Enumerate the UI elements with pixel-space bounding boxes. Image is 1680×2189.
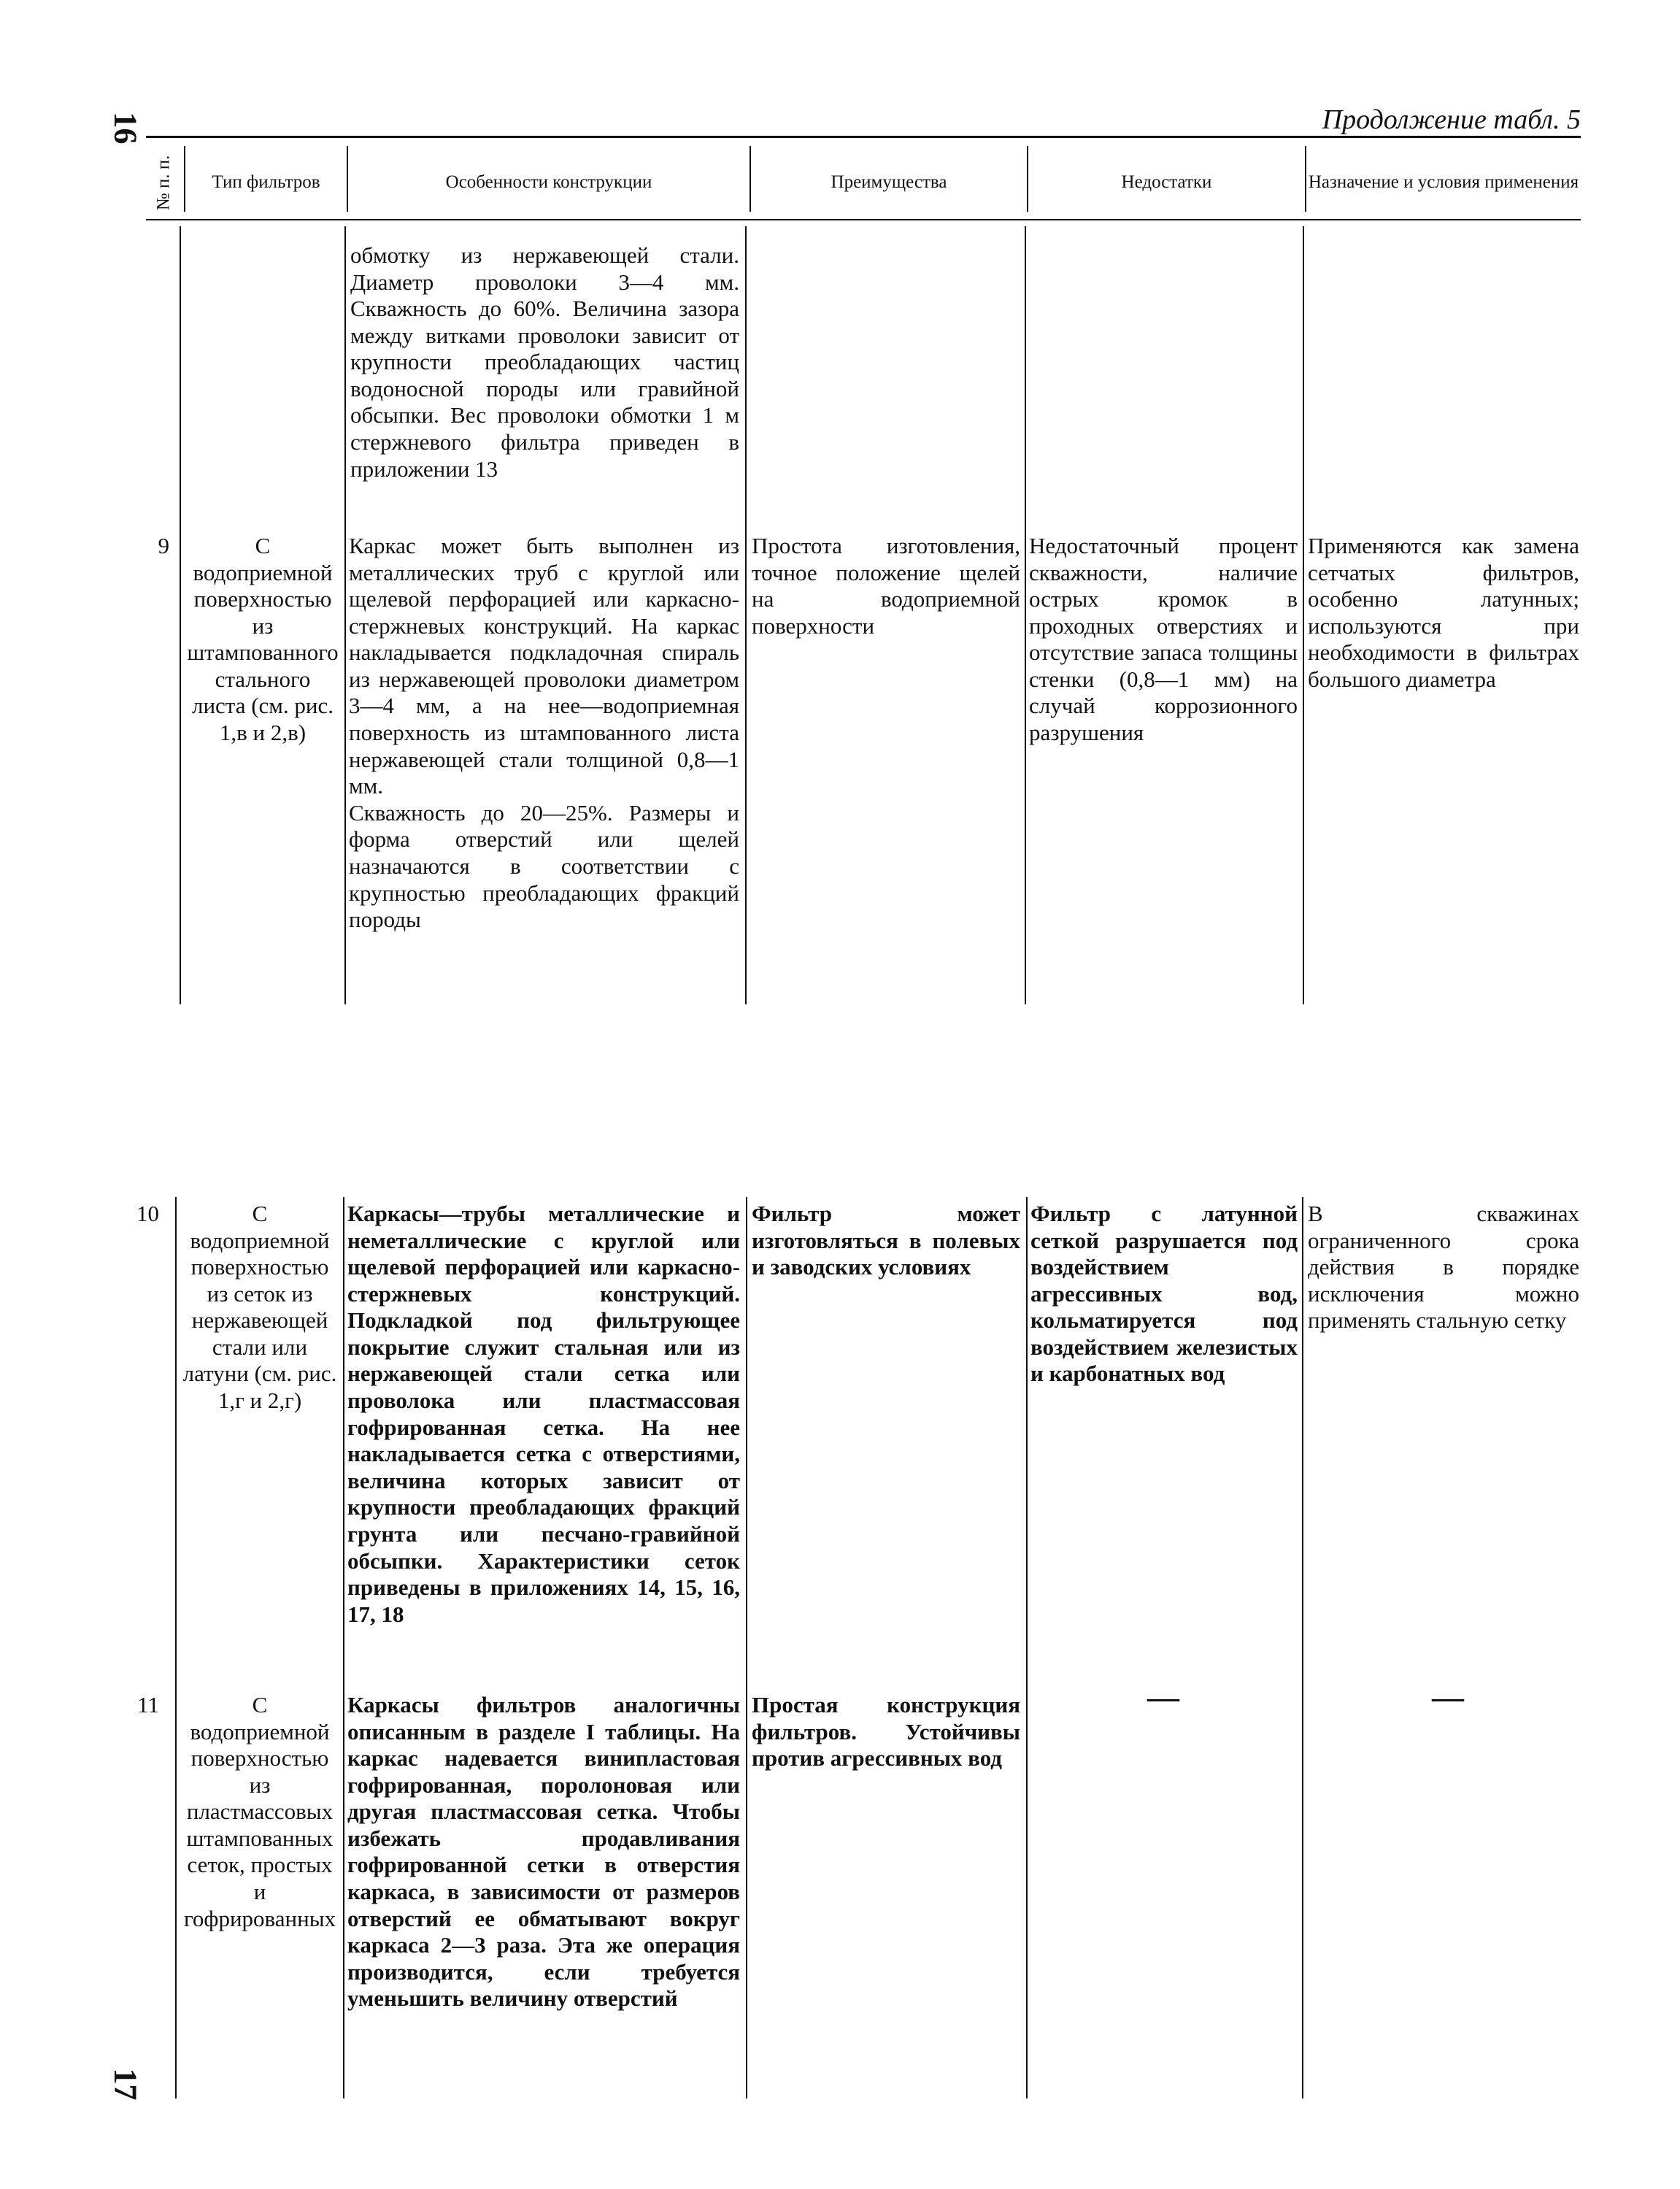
- row-11-advantages: Простая конструкция фильтров. Устойчивы против агрессивных вод: [752, 1692, 1020, 1771]
- header-num: № п. п.: [153, 155, 174, 210]
- row-10-num: 10: [136, 1201, 159, 1226]
- row-9-design-part1: Каркас может быть выполнен из металлических труб с круглой или щелевой перфорацией или каркасно-стержневых конструкций. На каркас накладывается подкладочная спираль из нержавеющей проволоки диаметром 3—4 мм, а на нее—водоприемная поверхность из штампованного листа нержавеющей стали толщиной 0,8—1 мм.: [349, 533, 739, 799]
- row-11-design: Каркасы фильтров аналогичны описанным в разделе I таблицы. На каркас надевается винипластовая гофрированная, поролоновая или другая пластмассовая сетка. Чтобы избежать продавливания гофрированной сетки в отверстия каркаса, в зависимости от размеров отверстий ее обматывают вокруг каркаса 2—3 раза. Эта же операция производится, если требуется уменьшить величину отверстий: [347, 1692, 740, 2012]
- page-number-top: 16: [107, 112, 144, 145]
- row-9-purpose: Применяются как замена сетчатых фильтров, особенно латунных; используются при необходимости в фильтрах большого диаметра: [1308, 533, 1579, 692]
- row-10-purpose: В скважинах ограниченного срока действия в порядке исключения можно применять стальную сетку: [1308, 1201, 1579, 1334]
- row-11-purpose: —: [1432, 1680, 1464, 1715]
- header-disadvantages: Недостатки: [1121, 172, 1212, 192]
- table-continuation-caption: Продолжение табл. 5: [1322, 104, 1581, 135]
- row-11-disadvantages: —: [1147, 1680, 1179, 1715]
- row-11-num: 11: [137, 1692, 159, 1717]
- row-9-design-part2: Скважность до 20—25%. Размеры и форма отверстий или щелей назначаются в соответствии с крупностью преобладающих фракций породы: [349, 799, 739, 933]
- row-11-type: С водоприемной поверхностью из пластмассовых штампованных сеток, простых и гофрированных: [183, 1692, 336, 1931]
- row-cont-design: обмотку из нержавеющей стали. Диаметр проволоки 3—4 мм. Скважность до 60%. Величина зазора между витками проволоки зависит от крупности преобладающих частиц водоносной породы или гравийной обсыпки. Вес проволоки обмотки 1 м стержневого фильтра приведен в приложении 13: [350, 242, 739, 482]
- table-top-rule: [146, 136, 1581, 138]
- header-type: Тип фильтров: [212, 172, 320, 192]
- row-9-advantages: Простота изготовления, точное положение щелей на водоприемной поверхности: [752, 533, 1020, 639]
- page-number-bottom: 17: [107, 2068, 144, 2101]
- column-divider: [1303, 226, 1304, 1004]
- row-10-type: С водоприемной поверхностью из сеток из нержавеющей стали или латуни (см. рис. 1,г и 2,г): [182, 1201, 337, 1414]
- row-9-disadvantages: Недостаточный процент скважности, наличие острых кромок в проходных отверстиях и отсутствие запаса толщины стенки (0,8—1 мм) на случай коррозионного разрушения: [1029, 533, 1298, 746]
- column-divider: [1026, 1197, 1028, 2098]
- column-divider: [1302, 1197, 1303, 2098]
- header-design: Особенности конструкции: [445, 172, 652, 192]
- column-divider: [344, 226, 346, 1004]
- row-10-design: Каркасы—трубы металлические и неметаллические с круглой или щелевой перфорацией или каркасно-стержневых конструкций. Подкладкой под фильтрующее покрытие служит стальная или из нержавеющей стали сетка или проволока или пластмассовая гофрированная сетка. На нее накладывается сетка с отверстиями, величина которых зависит от крупности преобладающих фракций грунта или песчано-гравийной обсыпки. Характеристики сеток приведены в приложениях 14, 15, 16, 17, 18: [347, 1201, 740, 1627]
- header-purpose: Назначение и условия применения: [1308, 172, 1579, 192]
- row-10-advantages: Фильтр может изготовляться в полевых и заводских условиях: [752, 1201, 1020, 1280]
- column-divider: [1025, 226, 1026, 1004]
- column-divider: [745, 226, 747, 1004]
- row-9-design: [349, 533, 739, 934]
- column-divider: [175, 1197, 177, 2098]
- column-divider: [746, 1197, 747, 2098]
- row-10-disadvantages: Фильтр с латунной сеткой разрушается под воздействием агрессивных вод, кольматируется под воздействием железистых и карбонатных вод: [1030, 1201, 1298, 1387]
- column-divider: [343, 1197, 344, 2098]
- column-divider: [180, 226, 181, 1004]
- header-bottom-rule: [146, 219, 1581, 220]
- header-advantages: Преимущества: [831, 172, 947, 192]
- row-9-num: 9: [158, 533, 169, 558]
- row-9-type: С водоприемной поверхностью из штампованного стального листа (см. рис. 1,в и 2,в): [187, 533, 339, 746]
